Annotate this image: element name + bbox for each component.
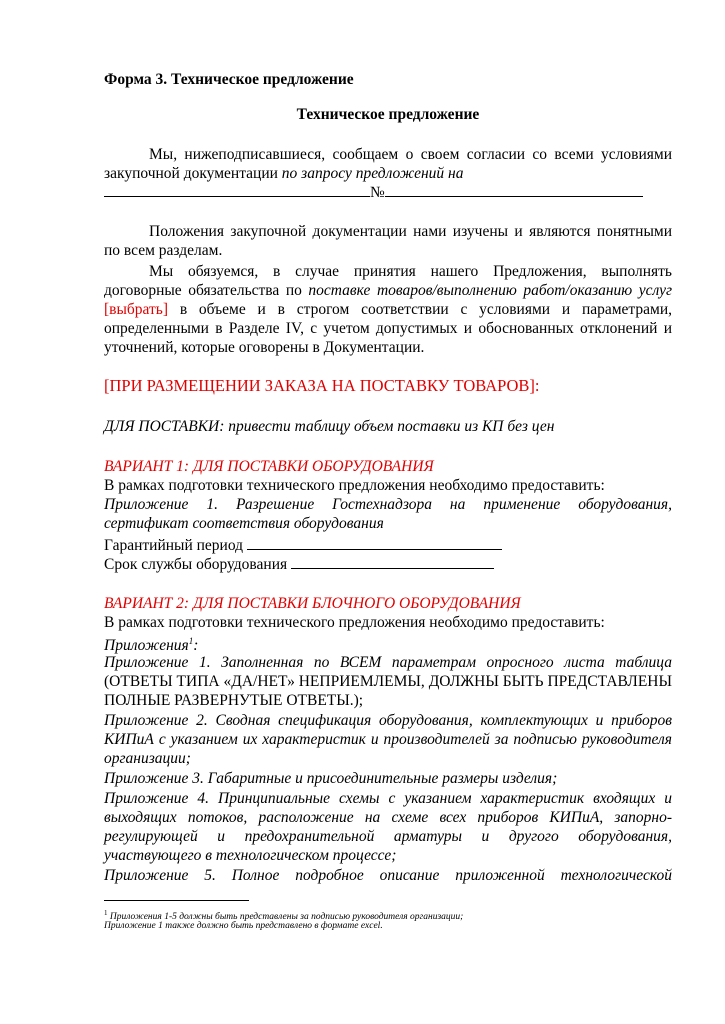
footnote-mark: 1: [104, 909, 108, 917]
select-placeholder: [выбрать]: [104, 301, 169, 318]
document-title: Техническое предложение: [296, 106, 480, 123]
service-life-blank: [291, 556, 494, 569]
variant2-appendix3: Приложение 3. Габаритные и присоединительные размеры изделия;: [104, 770, 558, 787]
supply-heading: [ПРИ РАЗМЕЩЕНИИ ЗАКАЗА НА ПОСТАВКУ ТОВАРОВ]:: [104, 376, 540, 395]
number-sign: №: [370, 184, 385, 201]
purchase-name-blank: [104, 184, 370, 197]
footnote-ref: 1: [188, 636, 194, 646]
obligations-text-b: в объеме и в строгом соответствии с условиями и параметрами, определенными в Разделе IV, с учетом допустимых и обоснованных отклонений и уточнений, которые оговорены в Документации.: [104, 301, 673, 356]
appendices-label: [104, 632, 672, 655]
warranty-line: [104, 536, 672, 555]
variant1-heading: ВАРИАНТ 1: ДЛЯ ПОСТАВКИ ОБОРУДОВАНИЯ: [104, 458, 434, 475]
service-life-label: Срок службы оборудования: [104, 556, 288, 573]
appendices-colon: :: [193, 637, 199, 655]
variant1-intro: В рамках подготовки технического предложения необходимо предоставить:: [104, 477, 605, 494]
variant2-appendix4: Приложение 4. Принципиальные схемы с указанием характеристик входящих и выходящих потоков, расположение на схеме всех приборов КИПиА, запорно-регулирующей и предохранительной арматуры и другого оборудования, участвующего в технологическом процессе;: [104, 790, 672, 864]
service-life-line: [104, 555, 672, 574]
variant2-intro: В рамках подготовки технического предложения необходимо предоставить:: [104, 614, 605, 631]
obligations-text-a: Мы обязуемся, в случае принятия нашего Предложения, выполнять договорные обязательства по: [104, 263, 672, 299]
intro-text: Мы, нижеподписавшиеся, сообщаем о своем согласии со всеми условиями закупочной документации: [104, 146, 672, 182]
variant2-appendix5: Приложение 5. Полное подробное описание приложенной технологической: [104, 867, 672, 884]
variant2-heading: ВАРИАНТ 2: ДЛЯ ПОСТАВКИ БЛОЧНОГО ОБОРУДОВАНИЯ: [104, 595, 521, 612]
footnote-separator: [104, 900, 249, 901]
variant2-appendix2: Приложение 2. Сводная спецификация оборудования, комплектующих и приборов КИПиА с указанием их характеристик и производителей за подписью руководителя организации;: [104, 712, 672, 767]
intro-italic-text: по запросу предложений на: [281, 165, 464, 182]
variant1-appendix1: Приложение 1. Разрешение Гостехнадзора на применение оборудования, сертификат соответствия оборудования: [104, 496, 672, 532]
footnote-text1: Приложения 1-5 должны быть представлены за подписью руководителя организации;: [109, 912, 464, 923]
paragraph-studied: Положения закупочной документации нами изучены и являются понятными по всем разделам.: [104, 223, 672, 259]
warranty-blank: [247, 537, 502, 550]
obligations-italic-text: поставке товаров/выполнению работ/оказанию услуг: [308, 282, 673, 299]
footnote-line2: Приложение 1 также должно быть представлено в формате excel.: [104, 921, 383, 931]
form-title: Форма 3. Техническое предложение: [104, 71, 354, 88]
warranty-label: Гарантийный период: [104, 537, 244, 554]
appendix1-caps-text: (ОТВЕТЫ ТИПА «ДА/НЕТ» НЕПРИЕМЛЕМЫ, ДОЛЖНЫ БЫТЬ ПРЕДСТАВЛЕНЫ ПОЛНЫЕ РАЗВЕРНУТЫЕ ОТВЕТЫ.);: [104, 673, 672, 709]
appendix1-text: Приложение 1. Заполненная по ВСЕМ параметрам опросного листа таблица: [104, 654, 672, 671]
intro-paragraph: [104, 145, 672, 202]
supply-note: ДЛЯ ПОСТАВКИ: привести таблицу объем поставки из КП без цен: [104, 418, 555, 435]
appendices-text: Приложения: [104, 637, 189, 655]
variant2-appendix1: [104, 653, 672, 710]
purchase-number-blank: [385, 184, 643, 197]
paragraph-obligations: [104, 262, 672, 357]
